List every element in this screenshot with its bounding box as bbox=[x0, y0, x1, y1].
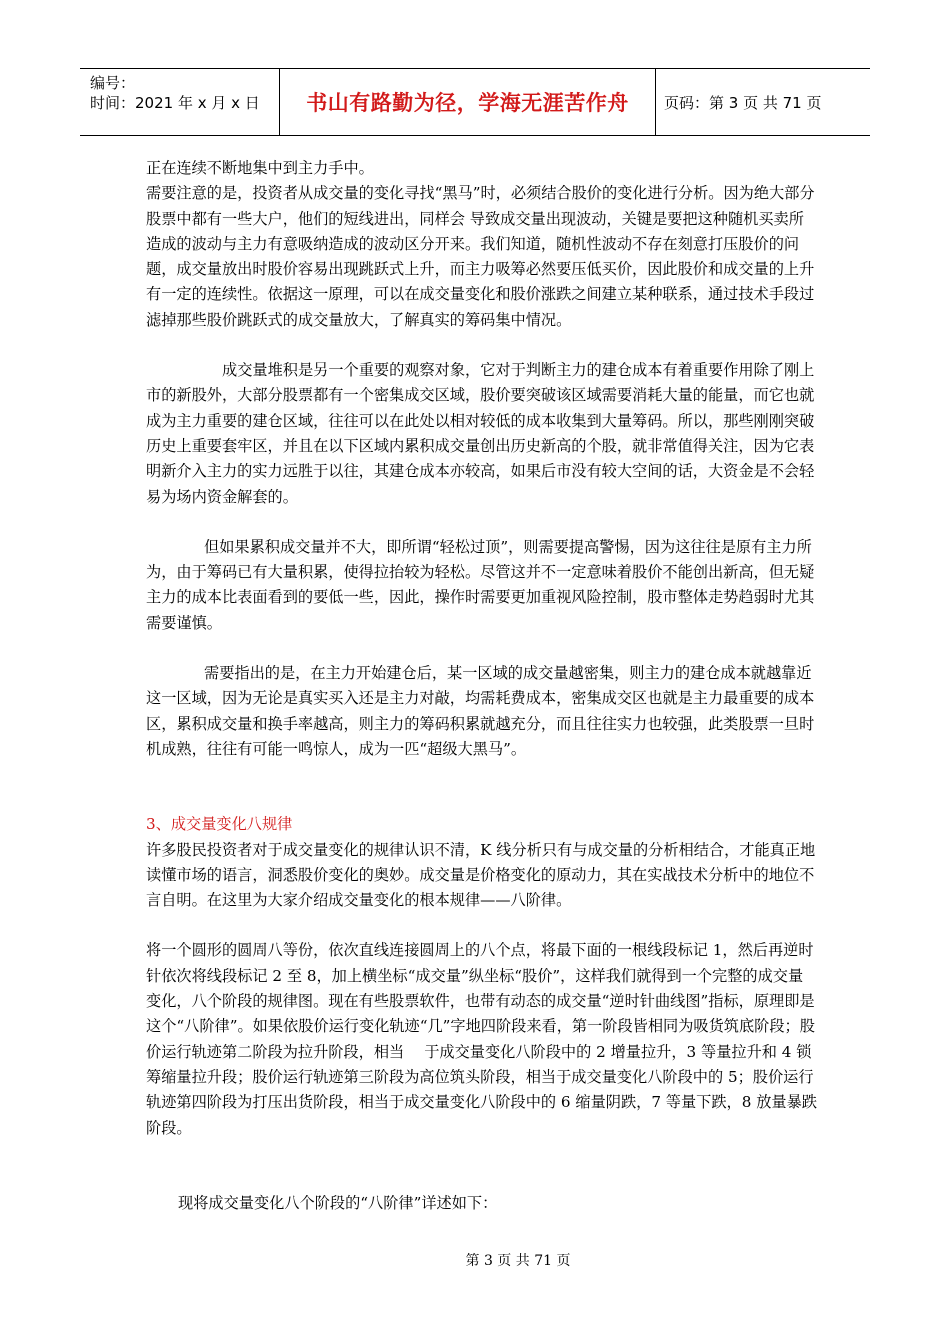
document-body bbox=[146, 156, 818, 1216]
header-motto: 书山有路勤为径，学海无涯苦作舟 bbox=[280, 69, 656, 135]
header-page-label: 页码：第 3 页 共 71 页 bbox=[664, 93, 822, 112]
paragraph-gap bbox=[146, 762, 818, 787]
paragraph-5: 需要指出的是，在主力开始建仓后，某一区域的成交量越密集，则主力的建仓成本就越靠近这一区域，因为无论是真实买入还是主力对敲，均需耗费成本，密集成交区也就是主力最重要的成本区，累积成交量和换手率越高，则主力的筹码积累就越充分，而且往往实力也较强，此类股票一旦时机成熟，往往有可能一鸣惊人，成为一匹“超级大黑马”。 bbox=[146, 664, 815, 758]
paragraph-1: 正在连续不断地集中到主力手中。 bbox=[146, 159, 374, 177]
paragraph-gap bbox=[146, 1166, 818, 1191]
header-table bbox=[80, 68, 870, 136]
paragraph-2: 需要注意的是，投资者从成交量的变化寻找“黑马”时，必须结合股价的变化进行分析。因为绝大部分股票中都有一些大户，他们的短线进出，同样会 导致成交量出现波动，关键是要把这种随机买卖所造成的波动与主力有意吸纳造成的波动区分开来。我们知道，随机性波动不存在刻意打压股价的问题，成交量放出时股价容易出现跳跃式上升，而主力吸筹必然要压低买价，因此股价和成交量的上升有一定的连续性。依据这一原理，可以在成交量变化和股价涨跌之间建立某种联系，通过技术手段过滤掉那些股价跳跃式的成交量放大，了解真实的筹码集中情况。 bbox=[146, 184, 815, 329]
page-footer: 第 3 页 共 71 页 bbox=[465, 1253, 571, 1269]
paragraph-3: 成交量堆积是另一个重要的观察对象，它对于判断主力的建仓成本有着重要作用除了刚上市的新股外，大部分股票都有一个密集成交区域，股价要突破该区域需要消耗大量的能量，而它也就成为主力重要的建仓区域，往往可以在此处以相对较低的成本收集到大量筹码。所以，那些刚刚突破历史上重要套牢区，并且在以下区域内累积成交量创出历史新高的个股，就非常值得关注，因为它表明新介入主力的实力远胜于以往，其建仓成本亦较高，如果后市没有较大空间的话，大资金是不会轻易为场内资金解套的。 bbox=[146, 361, 815, 506]
section-heading: 3、成交量变化八规律 bbox=[146, 815, 293, 834]
paragraph-4: 但如果累积成交量并不大，即所谓“轻松过顶”，则需要提高警惕，因为这往往是原有主力所为，由于筹码已有大量积累，使得拉抬较为轻松。尽管这并不一定意味着股价不能创出新高，但无疑主力的成本比表面看到的要低一些，因此，操作时需要更加重视风险控制，股市整体走势趋弱时尤其需要谨慎。 bbox=[146, 537, 815, 632]
paragraph-7: 将一个圆形的圆周八等份，依次直线连接圆周上的八个点，将最下面的一根线段标记 1，然后再逆时针依次将线段标记 2 至 8，加上横坐标“成交量”纵坐标“股价”，这样我们就得到一个完整的成交量变化，八个阶段的规律图。现在有些股票软件，也带有动态的成交量“逆时针曲线图”指标，原理即是这个“八阶律”。如果依股价运行变化轨迹“几”字地四阶段来看，第一阶段皆相同为吸货筑底阶段；股价运行轨迹第二阶段为拉升阶段，相当 于成交量变化八阶段中的 2 增量拉升，3 等量拉升和 4 锁筹缩量拉升段；股价运行轨迹第三阶段为高位筑头阶段，相当于成交量变化八阶段中的 5；股价运行轨迹第四阶段为打压出货阶段，相当于成交量变化八阶段中的 6 缩量阴跌，7 等量下跌，8 放量暴跌阶段。 bbox=[146, 941, 817, 1137]
paragraph-gap bbox=[146, 913, 818, 938]
paragraph-gap bbox=[146, 333, 818, 358]
paragraph-gap bbox=[146, 636, 818, 661]
paragraph-gap bbox=[146, 1141, 818, 1166]
paragraph-8: 现将成交量变化八个阶段的“八阶律”详述如下： bbox=[178, 1193, 498, 1212]
paragraph-gap bbox=[146, 510, 818, 535]
header-meta-cell bbox=[80, 69, 280, 135]
time-label: 时间：2021 年 x 月 x 日 bbox=[90, 94, 260, 112]
paragraph-gap bbox=[146, 787, 818, 812]
paragraph-6: 许多股民投资者对于成交量变化的规律认识不清，K 线分析只有与成交量的分析相结合，才能真正地读懂市场的语言，洞悉股价变化的奥妙。成交量是价格变化的原动力，其在实战技术分析中的地位不言自明。在这里为大家介绍成交量变化的根本规律——八阶律。 bbox=[146, 840, 816, 910]
number-label: 编号： bbox=[90, 74, 136, 92]
